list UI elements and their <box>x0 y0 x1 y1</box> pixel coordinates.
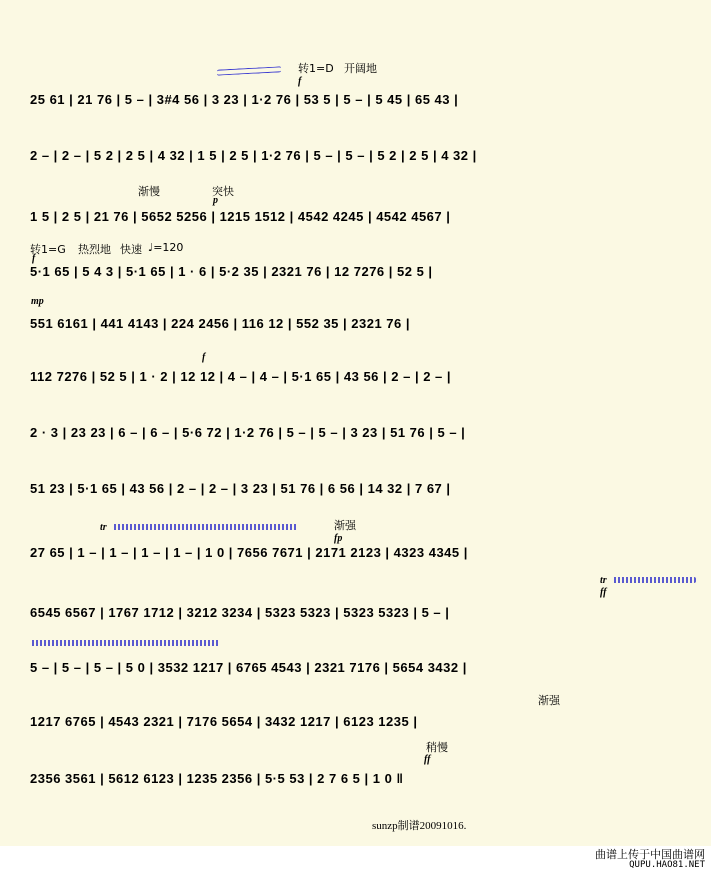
dynamic-f-2: f <box>32 253 36 264</box>
slow-down-mark: 渐慢 <box>138 185 160 198</box>
dynamic-ff-1: ff <box>600 587 607 598</box>
score-line-7: 2 · 3 | 23 23 | 6 – | 6 – | 5·6 72 | 1·2 76 | 5 – | 5 – | 3 23 | 51 76 | 5 – | <box>30 425 466 440</box>
dynamic-fp: fp <box>334 533 343 544</box>
transcriber-credit: sunzp制谱20091016. <box>372 820 467 832</box>
trill-wave-icon <box>112 524 298 530</box>
score-line-1: 25 61 | 21 76 | 5 – | 3#4 56 | 3 23 | 1·2 76 | 53 5 | 5 – | 5 45 | 65 43 | <box>30 92 459 107</box>
dynamic-p: p <box>213 195 218 206</box>
crescendo-hairpin-icon <box>217 66 281 75</box>
trill-mark-2: tr <box>600 575 607 586</box>
trill-wave-2-icon <box>612 577 696 583</box>
trill-wave-3-icon <box>30 640 220 646</box>
key-change-g: 转1=G <box>30 243 66 256</box>
slightly-slow-mark: 稍慢 <box>426 741 448 754</box>
crescendo-mark-2: 渐强 <box>538 694 560 707</box>
score-line-5: 551 6161 | 441 4143 | 224 2456 | 116 12 | 552 35 | 2321 76 | <box>30 316 411 331</box>
score-line-8: 51 23 | 5·1 65 | 43 56 | 2 – | 2 – | 3 23 | 51 76 | 6 56 | 14 32 | 7 67 | <box>30 481 451 496</box>
score-line-9: 27 65 | 1 – | 1 – | 1 – | 1 – | 1 0 | 7656 7671 | 2171 2123 | 4323 4345 | <box>30 545 468 560</box>
dynamic-ff-2: ff <box>424 754 431 765</box>
key-change-d: 转1=D <box>298 62 334 75</box>
score-line-4: 5·1 65 | 5 4 3 | 5·1 65 | 1 · 6 | 5·2 35 | 2321 76 | 12 7276 | 52 5 | <box>30 264 433 279</box>
score-line-3: 1 5 | 2 5 | 21 76 | 5652 5256 | 1215 1512 | 4542 4245 | 4542 4567 | <box>30 209 451 224</box>
tempo-word: 快速 <box>120 243 142 256</box>
score-line-11: 5 – | 5 – | 5 – | 5 0 | 3532 1217 | 6765 4543 | 2321 7176 | 5654 3432 | <box>30 660 467 675</box>
tempo-mark: ♩=120 <box>148 241 184 254</box>
mood-d: 开阔地 <box>344 62 377 75</box>
dynamic-mp: mp <box>31 296 44 307</box>
sudden-fast-mark: 突快 <box>212 185 234 198</box>
score-line-12: 1217 6765 | 4543 2321 | 7176 5654 | 3432 1217 | 6123 1235 | <box>30 714 418 729</box>
watermark-url: QUPU.HAO81.NET <box>629 860 705 870</box>
trill-mark-1: tr <box>100 522 107 533</box>
mood-g: 热烈地 <box>78 243 111 256</box>
score-line-2: 2 – | 2 – | 5 2 | 2 5 | 4 32 | 1 5 | 2 5 | 1·2 76 | 5 – | 5 – | 5 2 | 2 5 | 4 32 | <box>30 148 477 163</box>
watermark-chinese: 曲谱上传于中国曲谱网 <box>595 848 705 861</box>
score-line-13: 2356 3561 | 5612 6123 | 1235 2356 | 5·5 53 | 2 7 6 5 | 1 0 ‖ <box>30 771 404 786</box>
score-line-10: 6545 6567 | 1767 1712 | 3212 3234 | 5323 5323 | 5323 5323 | 5 – | <box>30 605 450 620</box>
crescendo-mark-1: 渐强 <box>334 519 356 532</box>
dynamic-f-3: f <box>202 352 206 363</box>
dynamic-f-1: f <box>298 76 302 87</box>
score-line-6: 112 7276 | 52 5 | 1 · 2 | 12 12 | 4 – | 4 – | 5·1 65 | 43 56 | 2 – | 2 – | <box>30 369 452 384</box>
